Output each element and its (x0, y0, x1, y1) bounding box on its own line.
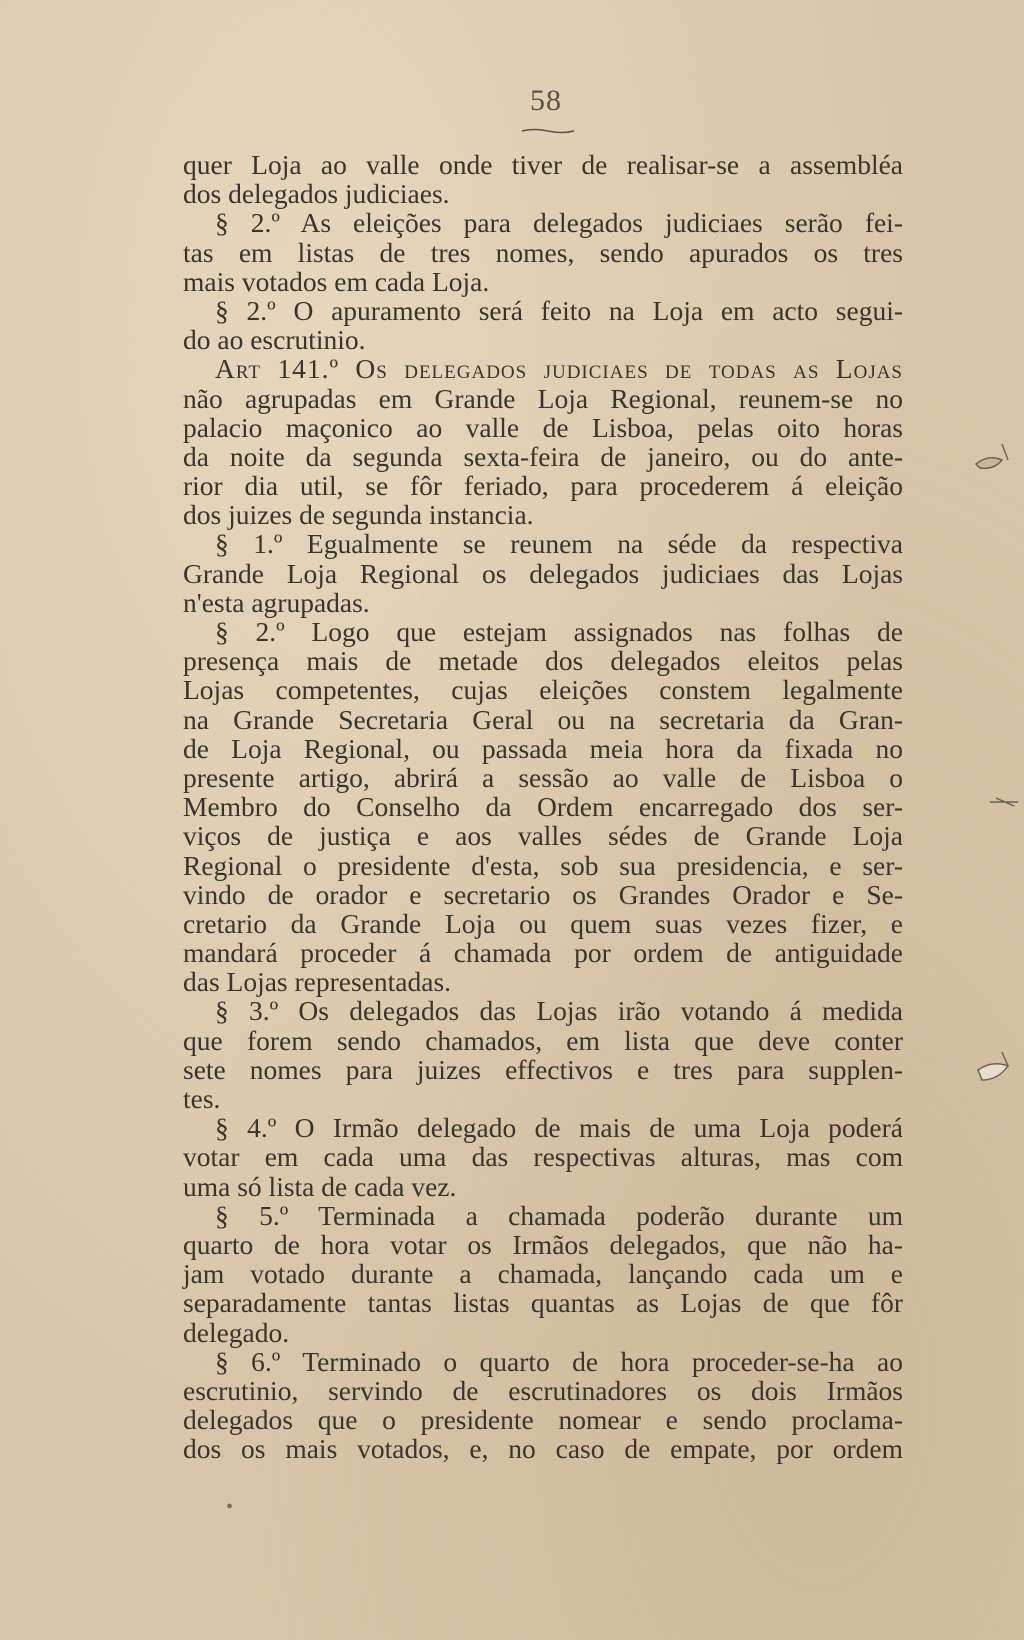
text-line: dos os mais votados, e, no caso de empate, por ordem (183, 1433, 903, 1465)
text-line: § 2.º Logo que estejam assignados nas folhas de (215, 616, 903, 647)
text-line: § 3.º Os delegados das Lojas irão votando á medida (215, 995, 903, 1027)
text-line: votar em cada uma das respectivas alturas, mas com (183, 1141, 903, 1173)
text-line: delegado. (183, 1316, 290, 1348)
text-line: tas em listas de tres nomes, sendo apurados os tres (183, 236, 903, 268)
page-number: 58 (530, 84, 562, 117)
text-line: presença mais de metade dos delegados eleitos pelas (183, 645, 903, 677)
text-line: quer Loja ao valle onde tiver de realisar-se a assembléa (183, 149, 903, 180)
text-line: uma só lista de cada vez. (183, 1170, 457, 1202)
text-line: delegados que o presidente nomear e sendo proclama- (183, 1404, 903, 1436)
text-line: que forem sendo chamados, em lista que deve conter (183, 1024, 903, 1056)
text-line: § 1.º Egualmente se reunem na séde da respectiva (215, 528, 903, 560)
text-line: cretario da Grande Loja ou quem suas vezes fizer, e (183, 907, 903, 939)
ornament-divider (520, 128, 576, 134)
binding-mark-icon (988, 786, 1024, 820)
text-line: de Loja Regional, ou passada meia hora da fixada no (183, 732, 903, 764)
text-line: rior dia util, se fôr feriado, para procederem á eleição (183, 470, 903, 502)
text-line: separadamente tantas listas quantas as Lojas de que fôr (183, 1287, 903, 1319)
text-line: § 4.º O Irmão delegado de mais de uma Loja poderá (215, 1112, 903, 1144)
text-line: das Lojas representadas. (183, 966, 452, 998)
text-line: do ao escrutinio. (183, 324, 366, 356)
text-line: dos delegados judiciaes. (183, 178, 450, 210)
text-line: § 5.º Terminada a chamada poderão durante um (215, 1199, 903, 1231)
text-line: mais votados em cada Loja. (183, 265, 490, 297)
text-line: escrutinio, servindo de escrutinadores os dois Irmãos (183, 1374, 903, 1406)
text-line: Lojas competentes, cujas eleições constem legalmente (183, 674, 903, 706)
text-line: § 2.º O apuramento será feito na Loja em acto segui- (215, 294, 903, 326)
text-line: Art 141.º Os delegados judiciaes de todas as Lojas (215, 353, 903, 385)
text-line: § 2.º As eleições para delegados judiciaes serão fei- (215, 207, 903, 239)
text-line: n'esta agrupadas. (183, 586, 370, 618)
text-line: jam votado durante a chamada, lançando cada um e (183, 1258, 903, 1290)
text-line: palacio maçonico ao valle de Lisboa, pelas oito horas (183, 411, 903, 443)
text-line: quarto de hora votar os Irmãos delegados, que não ha- (183, 1228, 903, 1260)
text-line: viços de justiça e aos valles sédes de Grande Loja (183, 820, 903, 852)
text-line: Regional o presidente d'esta, sob sua presidencia, e ser- (183, 849, 903, 881)
text-line: § 6.º Terminado o quarto de hora proceder-se-ha ao (215, 1345, 903, 1377)
text-line: presente artigo, abrirá a sessão ao valle de Lisboa o (183, 761, 903, 793)
text-line: não agrupadas em Grande Loja Regional, reunem-se no (183, 382, 903, 414)
text-line: mandará proceder á chamada por ordem de antiguidade (183, 937, 903, 969)
ink-speck: • (226, 1496, 234, 1518)
text-line: Grande Loja Regional os delegados judiciaes das Lojas (183, 557, 903, 589)
text-line: vindo de orador e secretario os Grandes Orador e Se- (183, 878, 903, 910)
text-line: da noite da segunda sexta-feira de janeiro, ou do ante- (183, 440, 903, 472)
binding-mark-icon (974, 1050, 1018, 1084)
text-line: dos juizes de segunda instancia. (183, 499, 534, 531)
text-line: tes. (183, 1083, 221, 1114)
text-line: sete nomes para juizes effectivos e tres para supplen- (183, 1053, 903, 1085)
text-line: Membro do Conselho da Ordem encarregado dos ser- (183, 791, 903, 823)
binding-mark-icon (972, 440, 1016, 474)
body-text (183, 150, 903, 1463)
text-line: na Grande Secretaria Geral ou na secretaria da Gran- (183, 703, 903, 735)
